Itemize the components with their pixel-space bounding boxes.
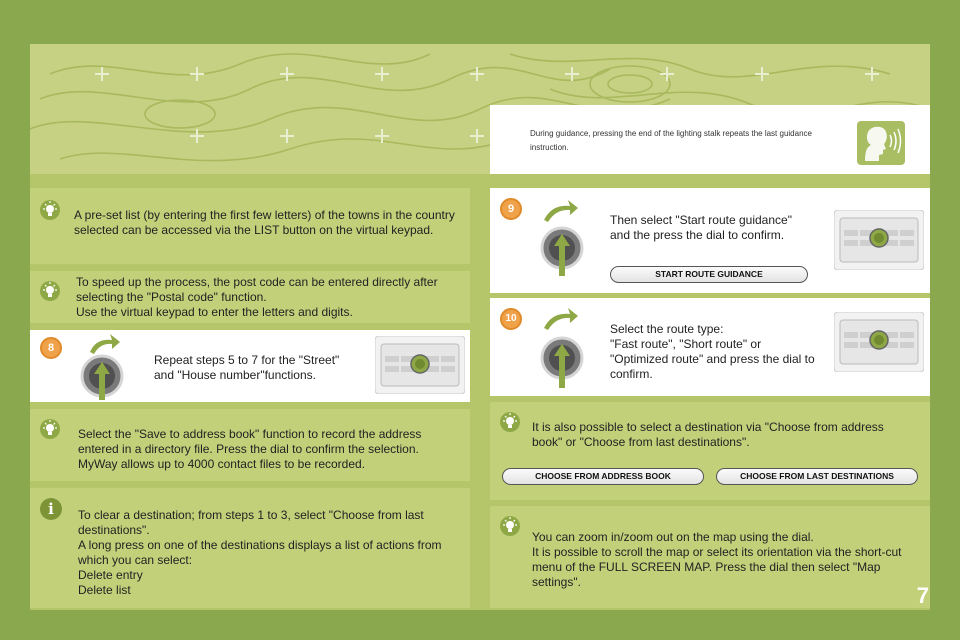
start-route-guidance-button[interactable]: START ROUTE GUIDANCE [610,266,808,283]
step-9-panel [490,188,930,293]
lightbulb-icon [40,419,60,439]
step-10-badge: 10 [500,308,522,330]
dial-icon [534,306,606,390]
step-8-panel [30,330,470,402]
radio-unit-icon [375,336,465,394]
guidance-note-text: During guidance, pressing the end of the lighting stalk repeats the last guidance instruction. [530,129,812,152]
info-clear-destination-text: To clear a destination; from steps 1 to 3, select "Choose from last destinations". A long press on one of the destinations displays a list of actions from which you can select: Delete entry Delete list [78,508,442,597]
voice-icon [857,121,905,165]
radio-unit-icon [834,210,924,270]
tip-town-list-text: A pre-set list (by entering the first few letters) of the towns in the country selected can be accessed via the LIST button on the virtual keypad. [74,208,455,237]
lightbulb-icon [500,412,520,432]
dial-icon [534,198,606,278]
tip-town-list [30,188,470,264]
guidance-note [490,105,930,174]
tip-zoom-map-text: You can zoom in/zoom out on the map using the dial. It is possible to scroll the map or select its orientation via the short-cut menu of the FULL SCREEN MAP. Press the dial then select "Map settings". [532,530,902,589]
tip-postcode [30,271,470,323]
tip-choose-destination-text: It is also possible to select a destination via "Choose from address book" or "Choose from last destinations". [532,420,884,449]
info-clear-destination [30,488,470,608]
page-number: 7 [916,583,929,608]
dial-icon [76,332,148,402]
tip-choose-destination [490,402,930,500]
tip-postcode-text: To speed up the process, the post code can be entered directly after selecting the "Postal code" function. Use the virtual keypad to enter the letters and digits. [76,275,438,319]
tip-zoom-map [490,506,930,608]
tip-address-book [30,409,470,481]
step-9-text: Then select "Start route guidance" and the press the dial to confirm. [610,213,792,242]
choose-from-last-destinations-button[interactable]: CHOOSE FROM LAST DESTINATIONS [716,468,918,485]
info-icon: i [40,498,62,520]
step-9-badge: 9 [500,198,522,220]
tip-address-book-text: Select the "Save to address book" function to record the address entered in a directory file. Press the dial to confirm the selection. MyWay allows up to 4000 contact files to be recorded. [78,427,422,471]
lightbulb-icon [40,200,60,220]
step-8-badge: 8 [40,337,62,359]
lightbulb-icon [40,281,60,301]
step-10-panel [490,298,930,396]
lightbulb-icon [500,516,520,536]
radio-unit-icon [834,312,924,372]
step-8-text: Repeat steps 5 to 7 for the "Street" and "House number"functions. [154,353,340,382]
step-10-text: Select the route type: "Fast route", "Short route" or "Optimized route" and press the dial to confirm. [610,322,815,381]
choose-from-address-book-button[interactable]: CHOOSE FROM ADDRESS BOOK [502,468,704,485]
